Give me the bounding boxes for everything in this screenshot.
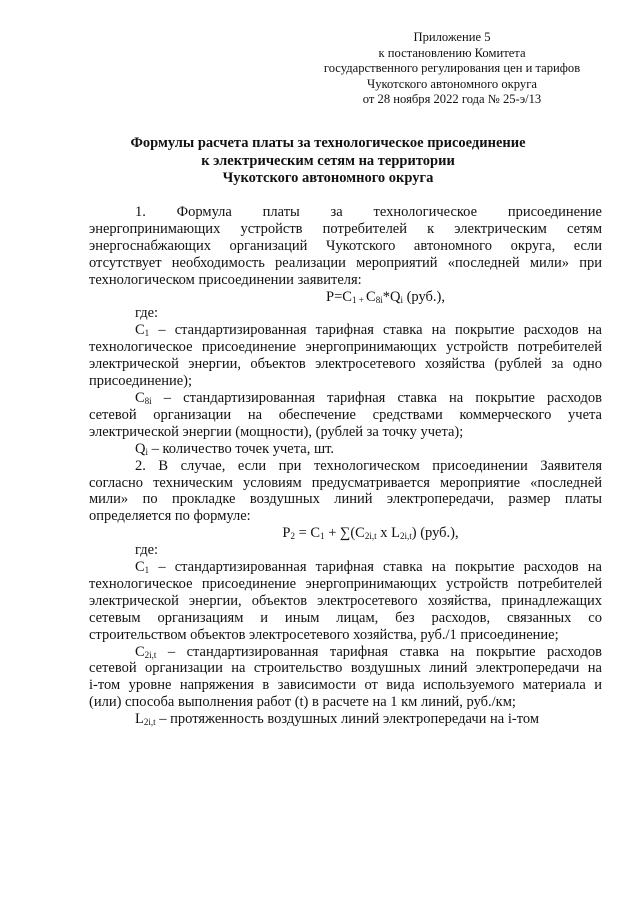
- paragraph-line: технологическое присоединение энергопринимающих устройств потребителей: [89, 575, 602, 592]
- paragraph-line: технологическом присоединении заявителя:: [89, 271, 362, 288]
- title-line: Чукотского автономного округа: [222, 170, 434, 186]
- paragraph-line: согласно техническим условиям предусматривается мероприятие «последней: [89, 474, 602, 491]
- paragraph-line: энергоснабжающих организаций Чукотского автономного округа, если: [89, 237, 602, 254]
- document-title: [100, 135, 556, 188]
- where-label: где:: [135, 305, 159, 322]
- definition-c1: $C_1$ – стандартизированная тарифная ставка на покрытие расходов на: [135, 559, 602, 576]
- paragraph-line: i-том уровне напряжения в зависимости от вида используемого материала и: [89, 677, 602, 694]
- header-line: Чукотского автономного округа: [367, 76, 537, 91]
- paragraph-line: отсутствует необходимость реализации мероприятий «последней мили» при: [89, 254, 602, 271]
- paragraph-line: мили» по прокладке воздушных линий электропередачи, размер платы: [89, 491, 602, 508]
- paragraph-line: электрической энергии, объектов электросетевого хозяйства, принадлежащих: [89, 592, 602, 609]
- paragraph-line: электрической энергии, объектов электросетевого хозяйства (рублей за одно: [89, 356, 602, 373]
- title-line: к электрическим сетям на территории: [201, 152, 455, 169]
- definition-c8i: $C_{8i}$ – стандартизированная тарифная ставка на покрытие расходов: [135, 389, 602, 406]
- paragraph-line: (или) способа выполнения работ (t) в расчете на 1 км линий, руб./км;: [89, 694, 516, 711]
- paragraph-line: технологическое присоединение энергопринимающих устройств потребителей: [89, 339, 602, 356]
- formula-1: $P=C_{1 +}$ $C_{8i}*Q_i$ (руб.),: [326, 288, 445, 305]
- title-line: Формулы расчета платы за технологическое присоединение: [130, 135, 526, 151]
- paragraph-line: присоединение);: [89, 373, 193, 390]
- header-line: государственного регулирования цен и тарифов: [323, 61, 581, 75]
- paragraph-line: электрической энергии (мощности), (рублей за точку учета);: [89, 423, 464, 440]
- formula-2: $P_2 = C_1 + \sum(C_{2i,t}$ x $L_{2i,t}$) (руб.),: [282, 525, 459, 542]
- appendix-header: [302, 30, 602, 108]
- definition-l2it: $L_{2i,t}$ – протяженность воздушных линий электропередачи на i-том: [135, 711, 540, 728]
- where-label: где:: [135, 542, 159, 559]
- header-line: Приложение 5: [413, 30, 491, 44]
- document-body: [89, 204, 602, 728]
- definition-c2it: $C_{2i,t}$ – стандартизированная тарифная ставка на покрытие расходов: [135, 643, 602, 660]
- header-line: от 28 ноября 2022 года № 25-э/13: [362, 92, 542, 106]
- header-line: к постановлению Комитета: [378, 45, 526, 60]
- section-2: [89, 458, 602, 729]
- paragraph-line: 2. В случае, если при технологическом присоединении Заявителя: [135, 457, 602, 474]
- paragraph-line: сетевым организациям и иным лицам, без расходов, связанных со: [89, 609, 602, 626]
- paragraph-line: 1. Формула платы за технологическое присоединение: [135, 204, 602, 220]
- paragraph-line: сетевой организации на обеспечение средствами коммерческого учета: [89, 406, 602, 423]
- paragraph-line: энергопринимающих устройств потребителей к электрическим сетям: [89, 220, 602, 237]
- definition-c1: $C_1$ – стандартизированная тарифная ставка на покрытие расходов на: [135, 322, 602, 339]
- paragraph-line: сетевой организации на строительство воздушных линий электропередачи на: [89, 660, 602, 677]
- paragraph-line: строительством объектов электросетевого хозяйства, руб./1 присоединение;: [89, 626, 559, 643]
- paragraph-line: определяется по формуле:: [89, 508, 251, 525]
- section-1: [89, 204, 602, 458]
- definition-qi: $Q_i$ – количество точек учета, шт.: [135, 440, 334, 457]
